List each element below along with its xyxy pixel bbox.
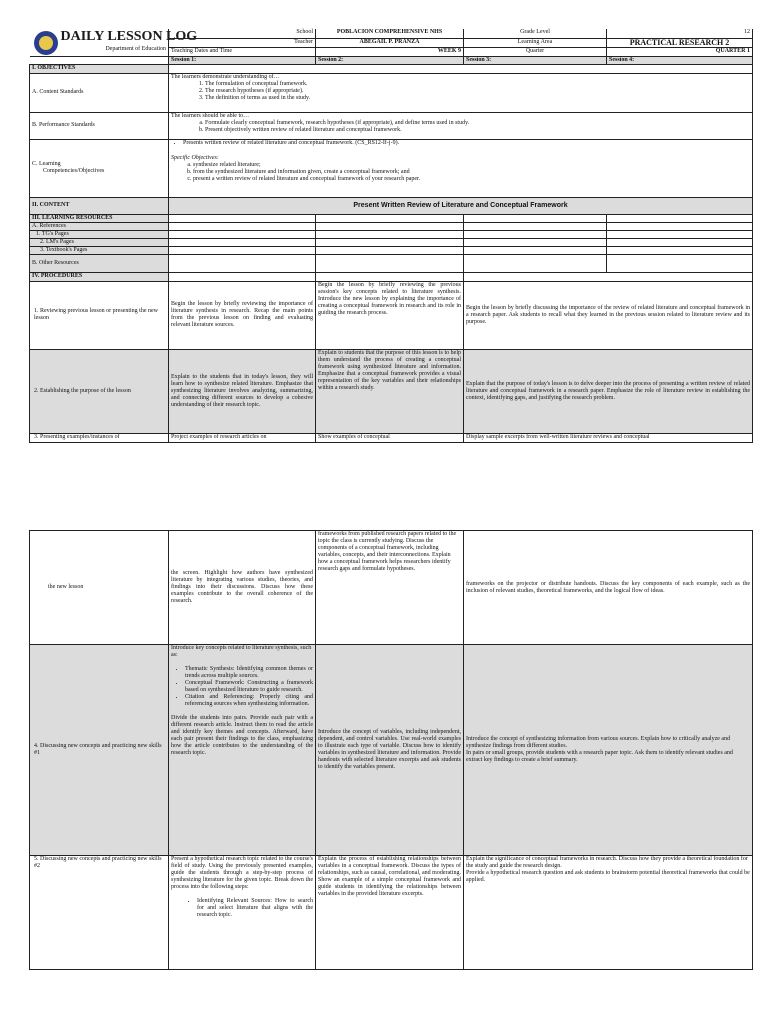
quarter-value: QUARTER 1 [607,47,753,56]
competencies-cell [169,139,753,197]
row4-s3-para1: Introduce the concept of synthesizing information from various sources. Explain how to critically analyze and synthesize findings from different studies. [466,736,731,749]
session-4-header: Session 4: [607,56,753,64]
procedures-cell [169,272,316,281]
resources-cell [464,254,607,272]
specific-objective-item: c. present a written review of related literature and conceptual framework of your research paper. [193,176,750,183]
row4-s1-item: • Citation and Referencing: Properly citing and referencing sources when synthesizing information. [185,694,313,708]
resources-heading: III. LEARNING RESOURCES [30,214,169,222]
resources-cell [464,246,607,254]
area-value: PRACTICAL RESEARCH 2 [607,38,753,47]
resources-cell [169,230,316,238]
row3-session-3: Display sample excerpts from well-written literature reviews and conceptual [464,433,753,442]
row4-s1-outro: Divide the students into pairs. Provide each pair with a different research article. Instruct them to read the article and identify key themes and concepts. Afterward, have each pair present their findings to the class, emphasizing how the article contributes to the understanding of the research topic. [171,715,313,756]
resources-cell [607,214,753,222]
other-resources-label: B. Other Resources [30,254,169,272]
row3-session-1: Project examples of research articles on [169,433,316,442]
session-3-header: Session 3: [464,56,607,64]
row4-session-3 [464,645,753,856]
row5-label: 5. Discussing new concepts and practicing new skills #2 [30,856,169,970]
teacher-label: Teacher [169,38,316,47]
competencies-label-line2: Competencies/Objectives [43,168,105,174]
row5-session-2: Explain the process of establishing relationships between variables in a conceptual framework. Discuss the types of relationships, such as causal, correlational, and moderating. Show an example of a simple conceptual framework and guide students in identifying the relationships between variables in the provided literature excerpts. [316,856,464,970]
resources-cell [464,238,607,246]
performance-item: b. Present objectively written review of related literature and conceptual framework. [205,127,750,134]
procedures-heading: IV. PROCEDURES [30,272,169,281]
quarter-label: Quarter [464,47,607,56]
resources-cell [316,238,464,246]
row2-session-2: Explain to students that the purpose of this lesson is to help them understand the process of creating a conceptual framework using synthesized literature and information. Emphasize that a conceptual framework provides a visual representation of the key variables and their relationships within a research study. [316,349,464,433]
content-standards-intro: The learners demonstrate understanding of… [171,73,280,80]
references-label: A. References [30,222,169,230]
performance-standards-label: B. Performance Standards [30,112,169,139]
row5-session-3 [464,856,753,970]
row3-label-continued: the new lesson [30,531,169,645]
row2-session-3: Explain that the purpose of today's lesson is to delve deeper into the process of presenting a written review of related literature and conceptual framework in a research paper. Emphasize the role of literature review in establishing the context, identifying gaps, and justifying the research problem. [464,349,753,433]
resources-cell [464,214,607,222]
lm-pages-label: 2. LM's Pages [30,238,169,246]
resources-cell [169,222,316,230]
grade-label: Grade Level [464,29,607,38]
week-value: WEEK 9 [316,47,464,56]
row3-label: 3. Presenting examples/instances of [30,433,169,442]
resources-cell [607,222,753,230]
objectives-heading: I. OBJECTIVES [30,64,169,73]
row4-label: 4. Discussing new concepts and practicing new skills #1 [30,645,169,856]
content-standard-item: 1. The formulation of conceptual framework. [205,81,750,88]
textbook-pages-label: 3. Textbook's Pages [30,246,169,254]
row4-s1-intro: Introduce key concepts related to literature synthesis, such as: [171,645,312,658]
row4-s1-item: • Conceptual Framework: Constructing a framework based on synthesized literature to guide research. [185,680,313,694]
session-2-header: Session 2: [316,56,464,64]
content-standard-item: 2. The research hypotheses (if appropriate). [205,88,750,95]
resources-cell [169,254,316,272]
row1-session-3: Begin the lesson by briefly discussing the importance of the review of related literature and conceptual framework in a research paper. Ask students to recall what they learned in the previous session related to literature review and its purpose. [464,281,753,349]
resources-cell [169,238,316,246]
grade-value: 12 [607,29,753,38]
resources-cell [169,246,316,254]
row5-s1-text: Present a hypothetical research topic related to the course's field of study. Using the previously presented examples, guide the students through a step-by-step process of synthesizing literature for the given topic. Break down the process into the following steps: [171,856,313,890]
row1-session-1: Begin the lesson by briefly reviewing the importance of literature synthesis in research. Recap the main points from the previous lesson on finding and evaluating relevant literature sources. [169,281,316,349]
teaching-dates-label: Teaching Dates and Time [169,47,316,56]
row2-label: 2. Establishing the purpose of the lesson [30,349,169,433]
row3-session-3-continued: frameworks on the projector or distribute handouts. Discuss the key components of each example, such as the inclusion of relevant studies, theoretical frameworks, and the logical flow of ideas. [464,531,753,645]
log-title: DAILY LESSON LOG [60,29,198,44]
resources-cell [316,254,464,272]
competency-main: • Presents written review of related literature and conceptual framework. (CS_RS12-If-j-9). [183,140,750,147]
session-1-header: Session 1: [169,56,316,64]
content-standard-item: 3. The definition of terms as used in the study. [205,95,750,102]
performance-standards-cell [169,112,753,139]
row1-label: 1. Reviewing previous lesson or presenting the new lesson [30,281,169,349]
performance-intro: The learners should be able to… [171,112,250,119]
row5-session-1 [169,856,316,970]
content-standards-cell [169,73,753,112]
content-heading: II. CONTENT [30,197,169,214]
header-logo-cell [30,29,198,56]
deped-seal-icon [34,31,58,55]
row4-session-1 [169,645,316,856]
resources-cell [316,230,464,238]
resources-cell [464,222,607,230]
row5-s3-para2: Provide a hypothetical research question and ask students to brainstorm potential theoretical frameworks that could be applied. [466,870,750,883]
procedures-cell [316,272,464,281]
tg-pages-label: 1. TG's Pages [30,230,169,238]
resources-cell [607,238,753,246]
blank-header-cell [30,56,169,64]
row3-session-2: Show examples of conceptual [316,433,464,442]
resources-cell [607,254,753,272]
objectives-heading-fill [169,64,753,73]
row3-session-2-continued: frameworks from published research papers related to the topic the class is currently studying. Discuss the components of a conceptual framework, including variables, concepts, and their interconnections. Explain how a conceptual framework helps researchers identify research gaps and formulate hypotheses. [316,531,464,645]
row5-s1-item: • Identifying Relevant Sources: How to search for and select literature that aligns with the research topic. [197,898,313,919]
row4-s1-item: • Thematic Synthesis: Identifying common themes or trends across multiple sources. [185,666,313,680]
lesson-log-page-1 [29,29,753,443]
content-value: Present Written Review of Literature and Conceptual Framework [169,197,753,214]
content-standards-label: A. Content Standards [30,73,169,112]
resources-cell [464,230,607,238]
lesson-log-page-2 [29,530,753,970]
school-label: School [169,29,316,38]
specific-objective-item: b. from the synthesized literature and information given, create a conceptual framework; and [193,169,750,176]
row2-session-1: Explain to the students that in today's lesson, they will learn how to synthesize related literature. Emphasize that synthesizing literature involves analyzing, summarizing, and connecting different sources to develop a cohesive understanding of their research topic. [169,349,316,433]
resources-cell [316,222,464,230]
row5-s3-para1: Explain the significance of conceptual frameworks in research. Discuss how they provide a theoretical foundation for the study and guide the research design. [466,856,748,869]
performance-item: a. Formulate clearly conceptual framework, research hypotheses (if appropriate), and define terms used in study. [205,120,750,127]
row3-session-1-continued: the screen. Highlight how authors have synthesized literature by integrating various studies, theories, and findings into their discussions. Discuss how these examples contribute to the overall coherence of the research. [169,531,316,645]
row4-session-2: Introduce the concept of variables, including independent, dependent, and control variables. Use real-world examples to illustrate each type of variable. Discuss how to identify variables in synthesized literature and information. Provide handouts with selected literature excerpts and ask students to identify the variables present. [316,645,464,856]
resources-cell [316,214,464,222]
resources-cell [316,246,464,254]
resources-cell [607,230,753,238]
resources-cell [607,246,753,254]
teacher-value: ABEGAIL P. PRANZA [316,38,464,47]
competencies-label [30,139,169,197]
specific-objectives-heading: Specific Objectives: [171,154,219,161]
row4-s3-para2: In pairs or small groups, provide students with a research paper topic. Ask them to identify relevant studies and extract key findings to create a brief summary. [466,750,733,763]
row1-session-2: Begin the lesson by briefly reviewing the previous session's key concepts related to literature synthesis. Introduce the new lesson by explaining the importance of creating a conceptual framework in research and its role in guiding the research process. [316,281,464,349]
specific-objective-item: a. synthesize related literature; [193,162,750,169]
area-label: Learning Area [464,38,607,47]
procedures-cell [464,272,753,281]
department-label: Department of Education [105,46,166,52]
school-value: POBLACION COMPREHENSIVE NHS [316,29,464,38]
resources-cell [169,214,316,222]
competencies-label-line1: C. Learning [32,161,61,167]
